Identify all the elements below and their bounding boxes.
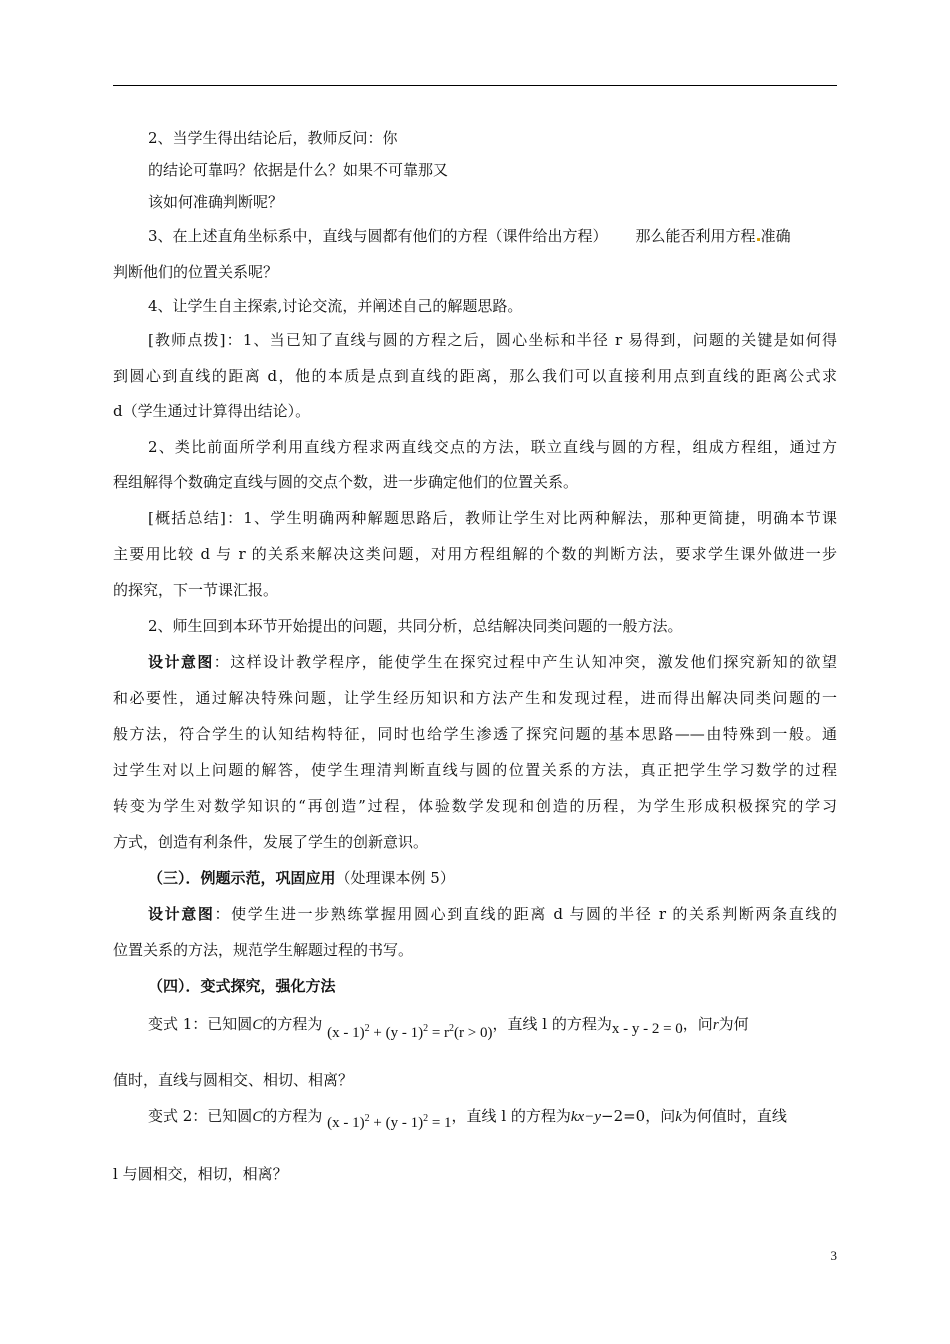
paragraph-line: 和必要性，通过解决特殊问题，让学生经历知识和方法产生和发现过程，进而得出解决同类问题的一 [113, 689, 837, 707]
paragraph-line: 程组解得个数确定直线与圆的交点个数，进一步确定他们的位置关系。 [113, 473, 579, 491]
highlight-dot-icon [757, 238, 760, 241]
paragraph-line: 设计意图：使学生进一步熟练掌握用圆心到直线的距离 d 与圆的半径 r 的关系判断两条直线的 [148, 905, 837, 923]
paragraph-line: 值时，直线与圆相交、相切、相离？ [113, 1071, 354, 1089]
paragraph-line: 位置关系的方法，规范学生解题过程的书写。 [113, 941, 414, 959]
paragraph-line: 判断他们的位置关系呢？ [113, 263, 279, 281]
variant-1-line: 变式 1：已知圆C的方程为 $(x - 1)^2 + (y - 1)^2 = r^2(r > 0)$，直线 l 的方程为x - y - 2 = 0，问r为何 [148, 1015, 749, 1041]
section-heading: （三）．例题示范，巩固应用（处理课本例 5） [148, 869, 455, 887]
paragraph-line: [概括总结]：1、学生明确两种解题思路后，教师让学生对比两种解法，那种更简捷，明确本节课 [148, 509, 837, 527]
design-intent-label: 设计意图 [148, 905, 215, 923]
paragraph-line: 到圆心到直线的距离 d，他的本质是点到直线的距离，那么我们可以直接利用点到直线的距离公式求 [113, 367, 837, 385]
section-heading: （四）．变式探究，强化方法 [148, 977, 336, 995]
paragraph-line: 般方法，符合学生的认知结构特征，同时也给学生渗透了探究问题的基本思路——由特殊到一般。通 [113, 725, 837, 743]
paragraph-line: 转变为学生对数学知识的“再创造”过程，体验数学发现和创造的历程，为学生形成积极探究的学习 [113, 797, 837, 815]
paragraph-line: 方式，创造有利条件，发展了学生的创新意识。 [113, 833, 429, 851]
circle-equation: (x - 1)$^2$ + (y - 1)$^2$ = 1 [327, 1113, 452, 1131]
paragraph-line: [教师点拨]：1、当已知了直线与圆的方程之后，圆心坐标和半径 r 易得到，问题的关键是如何得 [148, 331, 837, 349]
paragraph-line: 2、师生回到本环节开始提出的问题，共同分析，总结解决同类问题的一般方法。 [148, 617, 683, 635]
header-rule [113, 85, 837, 86]
paragraph-line: 的探究，下一节课汇报。 [113, 581, 279, 599]
paragraph-line: l 与圆相交，相切，相离？ [113, 1165, 288, 1183]
variant-2-line: 变式 2：已知圆C的方程为 (x - 1)$^2$ + (y - 1)$^2$ = 1，直线 l 的方程为kx−y−2=0，问k为何值时，直线 [148, 1107, 787, 1131]
paragraph-line: 2、当学生得出结论后，教师反问：你 [148, 129, 398, 147]
paragraph-line: 过学生对以上问题的解答，使学生理清判断直线与圆的位置关系的方法，真正把学生学习数学的过程 [113, 761, 837, 779]
paragraph-line: 主要用比较 d 与 r 的关系来解决这类问题，对用方程组解的个数的判断方法，要求学生课外做进一步 [113, 545, 837, 563]
circle-equation: $(x - 1)^2 + (y - 1)^2 = r^2(r > 0)$ [327, 1023, 493, 1041]
paragraph-line: 4、让学生自主探索,讨论交流，并阐述自己的解题思路。 [148, 297, 523, 315]
line-equation: x - y - 2 = 0 [611, 1021, 683, 1037]
paragraph-line: 的结论可靠吗？依据是什么？如果不可靠那又 [148, 161, 449, 179]
paragraph-line: 2、类比前面所学利用直线方程求两直线交点的方法，联立直线与圆的方程，组成方程组，通过方 [148, 438, 837, 456]
paragraph-line: 设计意图：这样设计教学程序，能使学生在探究过程中产生认知冲突，激发他们探究新知的欲望 [148, 653, 837, 671]
paragraph-line: 3、在上述直角坐标系中，直线与圆都有他们的方程（课件给出方程） 那么能否利用方程 准确 [148, 227, 791, 245]
paragraph-line: d（学生通过计算得出结论）。 [113, 402, 311, 420]
page-number: 3 [830, 1248, 837, 1263]
design-intent-label: 设计意图 [148, 653, 214, 671]
paragraph-line: 该如何准确判断呢？ [148, 193, 284, 211]
